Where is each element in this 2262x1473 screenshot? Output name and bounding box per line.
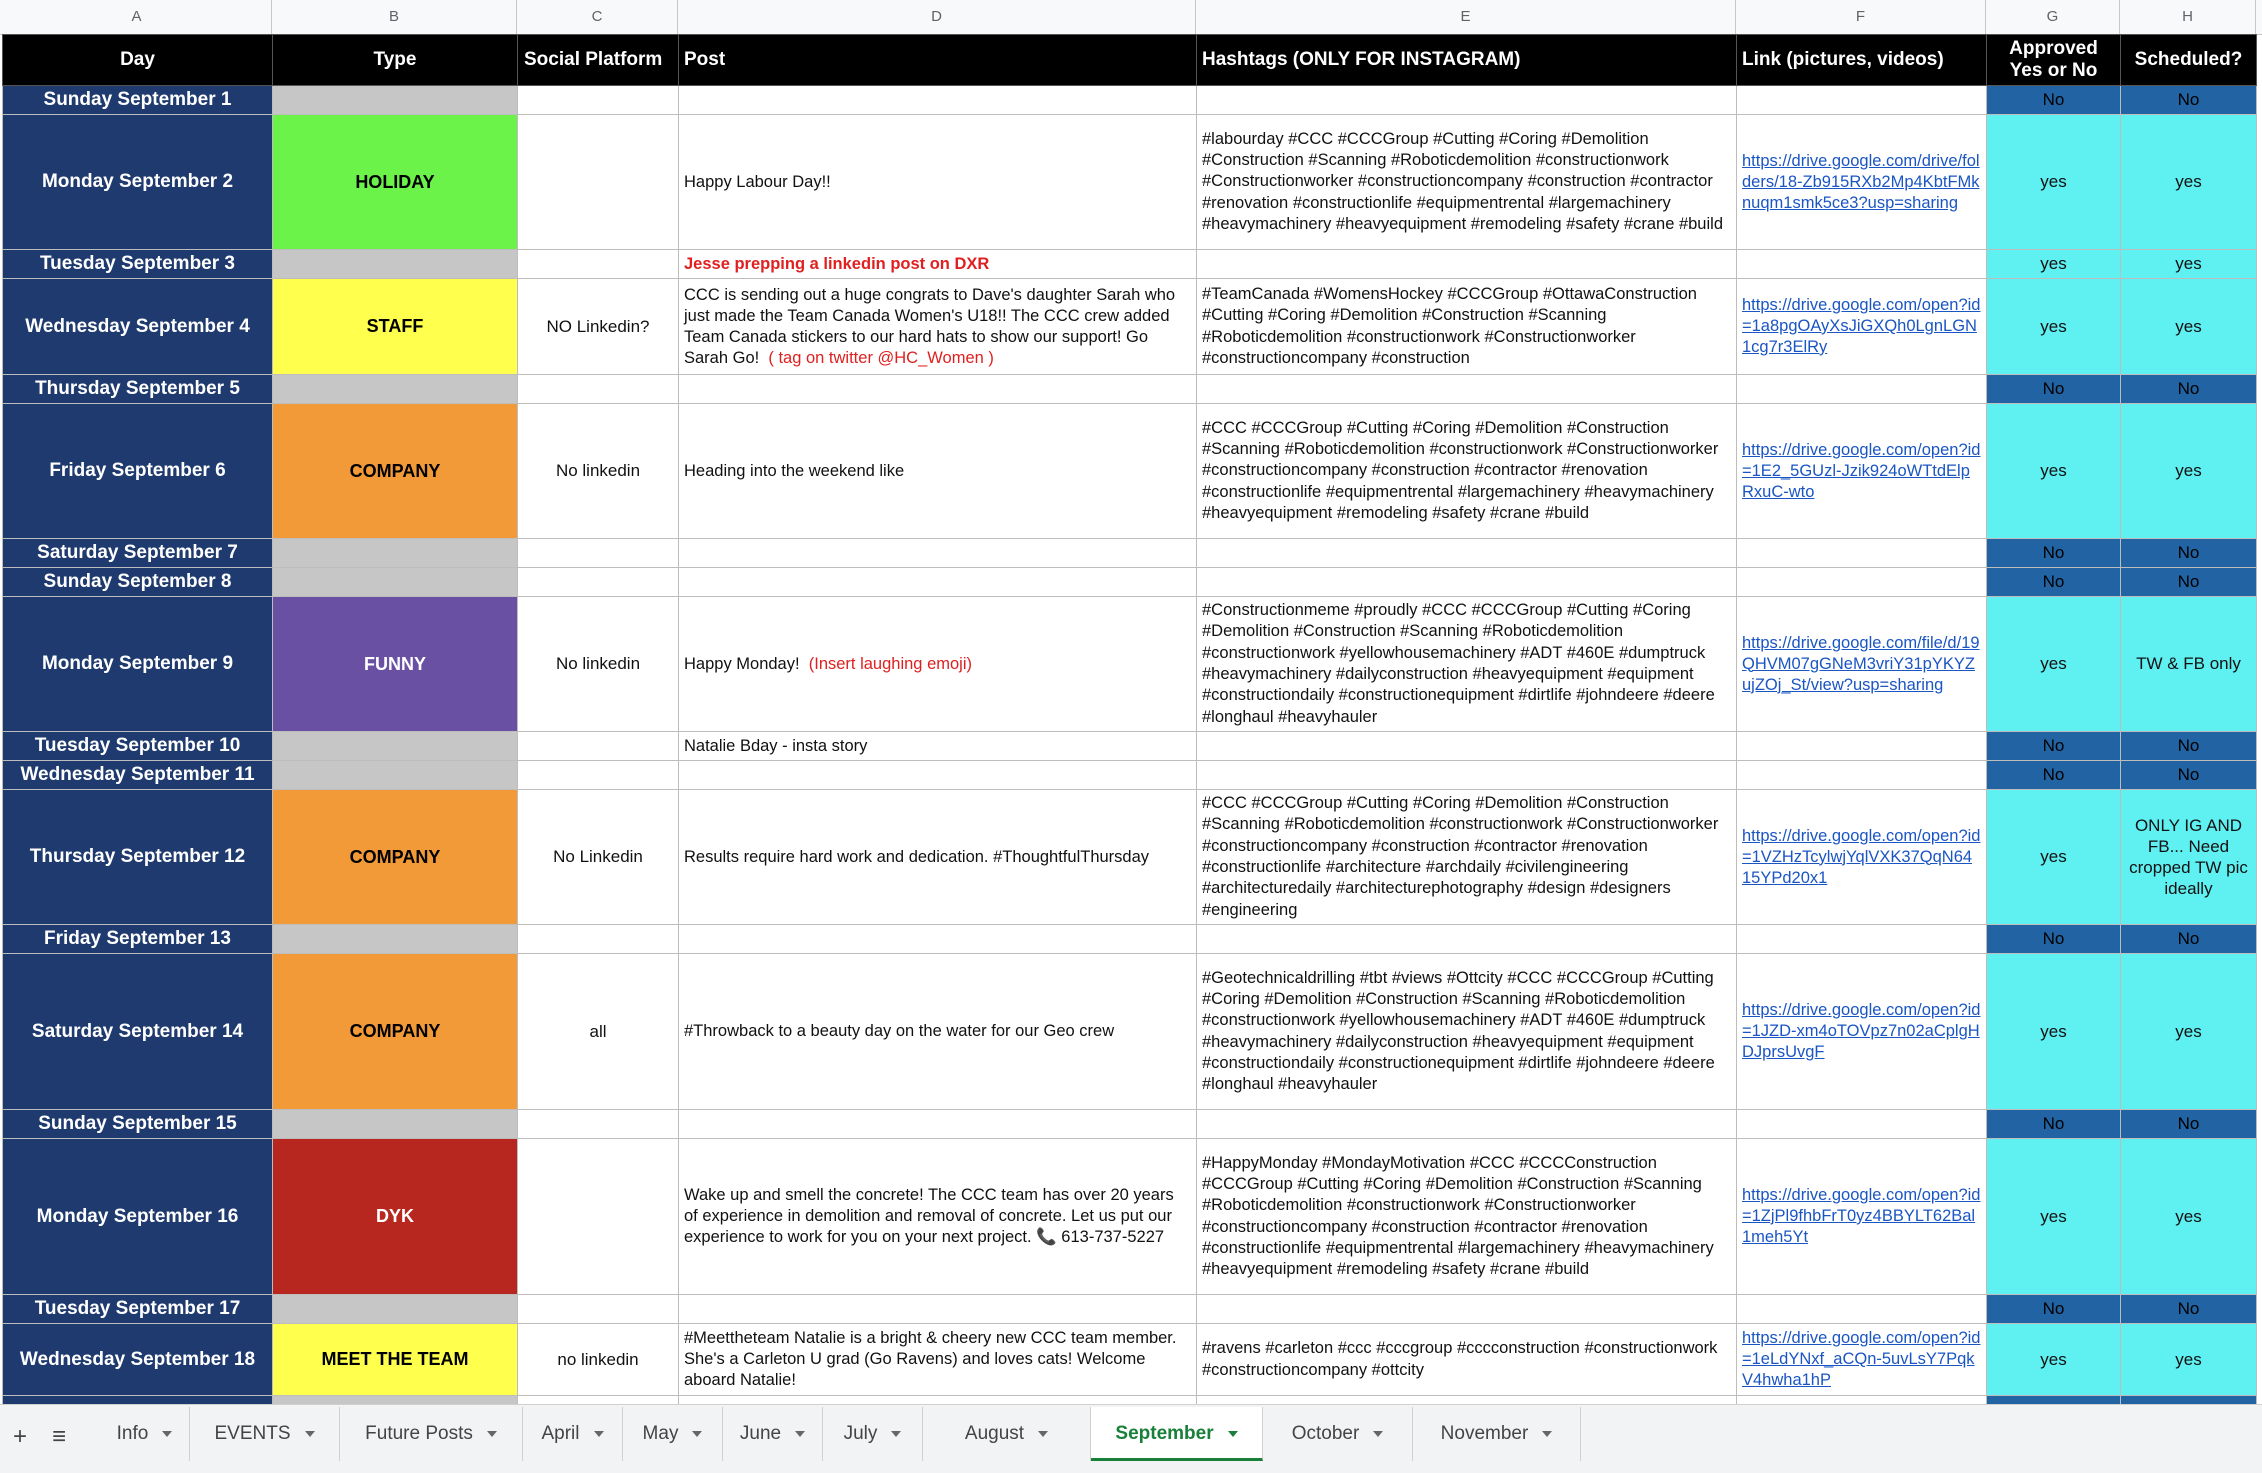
table-row: [3, 1324, 2257, 1396]
table-row: [3, 539, 2257, 568]
platform-cell[interactable]: [518, 115, 679, 250]
link-cell[interactable]: [1737, 954, 1987, 1110]
post-cell[interactable]: [679, 925, 1197, 954]
scheduled-cell[interactable]: No: [2121, 925, 2257, 954]
sheet-tab-label: June: [739, 1423, 782, 1444]
column-letter-h[interactable]: H: [2120, 0, 2256, 34]
post-text: #Throwback to a beauty day on the water for our Geo crew: [684, 1022, 1115, 1040]
hashtags-cell[interactable]: [1197, 1110, 1737, 1139]
approved-cell[interactable]: yes: [1987, 279, 2121, 375]
column-letter-e[interactable]: E: [1196, 0, 1736, 34]
approved-cell[interactable]: No: [1987, 732, 2121, 761]
hashtags-cell[interactable]: [1197, 732, 1737, 761]
post-cell[interactable]: [679, 1295, 1197, 1324]
day-cell[interactable]: Tuesday September 17: [3, 1295, 273, 1324]
plus-icon: +: [12, 1423, 27, 1450]
post-cell[interactable]: [679, 1139, 1197, 1295]
post-text: Jesse prepping a linkedin post on DXR: [684, 254, 990, 273]
approved-cell[interactable]: yes: [1987, 115, 2121, 250]
post-cell[interactable]: [679, 1324, 1197, 1396]
table-row: [3, 1139, 2257, 1295]
chevron-down-icon[interactable]: [594, 1431, 604, 1437]
post-cell[interactable]: [679, 1396, 1197, 1405]
sheet-tab-label: May: [642, 1423, 679, 1444]
day-cell[interactable]: Sunday September 1: [3, 86, 273, 115]
hashtags-cell[interactable]: [1197, 761, 1737, 790]
scheduled-cell[interactable]: yes: [2121, 954, 2257, 1110]
approved-cell[interactable]: yes: [1987, 404, 2121, 539]
post-note: (Insert laughing emoji): [808, 654, 972, 673]
header-type[interactable]: Type: [273, 35, 518, 86]
sheet-tab-events[interactable]: [190, 1407, 340, 1461]
table-row: [3, 404, 2257, 539]
chevron-down-icon[interactable]: [1228, 1431, 1238, 1437]
table-row: [3, 1295, 2257, 1324]
sheet-tab-august[interactable]: [923, 1407, 1091, 1461]
scheduled-cell[interactable]: yes: [2121, 1324, 2257, 1396]
link-cell[interactable]: [1737, 1139, 1987, 1295]
table-row: [3, 790, 2257, 925]
platform-cell[interactable]: No Linkedin: [518, 790, 679, 925]
scheduled-cell[interactable]: No: [2121, 86, 2257, 115]
hashtags-cell[interactable]: [1197, 1396, 1737, 1405]
platform-cell[interactable]: No linkedin: [518, 597, 679, 732]
header-platform[interactable]: Social Platform: [518, 35, 679, 86]
scheduled-cell[interactable]: TW & FB only: [2121, 597, 2257, 732]
type-cell[interactable]: [273, 1295, 518, 1324]
link-cell[interactable]: [1737, 86, 1987, 115]
scheduled-cell[interactable]: No: [2121, 761, 2257, 790]
type-cell[interactable]: FUNNY: [273, 597, 518, 732]
approved-cell[interactable]: No: [1987, 539, 2121, 568]
post-cell[interactable]: [679, 761, 1197, 790]
day-cell[interactable]: Wednesday September 11: [3, 761, 273, 790]
post-cell[interactable]: [679, 539, 1197, 568]
post-cell[interactable]: [679, 568, 1197, 597]
approved-cell[interactable]: No: [1987, 925, 2121, 954]
post-cell[interactable]: [679, 732, 1197, 761]
platform-cell[interactable]: [518, 1295, 679, 1324]
type-cell[interactable]: [273, 925, 518, 954]
link-cell[interactable]: [1737, 1396, 1987, 1405]
table-row: [3, 375, 2257, 404]
day-cell[interactable]: Sunday September 8: [3, 568, 273, 597]
header-post[interactable]: Post: [679, 35, 1197, 86]
link-cell[interactable]: [1737, 761, 1987, 790]
sheet-tab-label: April: [541, 1423, 580, 1444]
platform-cell[interactable]: no linkedin: [518, 1324, 679, 1396]
column-header-bar: [0, 0, 2262, 35]
scheduled-cell[interactable]: yes: [2121, 115, 2257, 250]
sheet-tab-label: July: [843, 1423, 878, 1444]
platform-cell[interactable]: [518, 250, 679, 279]
column-letter-g[interactable]: G: [1986, 0, 2120, 34]
post-text: Happy Monday!: [684, 654, 800, 673]
approved-cell[interactable]: No: [1987, 568, 2121, 597]
link-cell[interactable]: [1737, 404, 1987, 539]
link-cell[interactable]: [1737, 1295, 1987, 1324]
post-text: Wake up and smell the concrete! The CCC team has over 20 years of experience in demolition and removal of concrete. Let us put our experience to work for you on your next project. 📞 613-737-5227: [684, 1186, 1182, 1246]
type-cell[interactable]: [273, 568, 518, 597]
sheet-tab-label: August: [964, 1423, 1025, 1444]
platform-cell[interactable]: [518, 375, 679, 404]
sheet-tab-future-posts[interactable]: [340, 1407, 523, 1461]
scheduled-cell[interactable]: No: [2121, 375, 2257, 404]
type-cell[interactable]: MEET THE TEAM: [273, 1324, 518, 1396]
chevron-down-icon[interactable]: [891, 1431, 901, 1437]
day-cell[interactable]: Tuesday September 3: [3, 250, 273, 279]
scheduled-cell[interactable]: No: [2121, 1110, 2257, 1139]
platform-cell[interactable]: [518, 925, 679, 954]
link-cell[interactable]: [1737, 732, 1987, 761]
sheet-tab-september[interactable]: [1091, 1407, 1263, 1461]
day-cell[interactable]: Wednesday September 18: [3, 1324, 273, 1396]
type-cell[interactable]: COMPANY: [273, 954, 518, 1110]
table-row: [3, 954, 2257, 1110]
post-note: ( tag on twitter @HC_Women ): [768, 348, 994, 367]
platform-cell[interactable]: [518, 539, 679, 568]
header-approved[interactable]: Approved Yes or No: [1987, 35, 2121, 86]
sheet-tab-info[interactable]: [100, 1407, 190, 1461]
link-cell[interactable]: [1737, 790, 1987, 925]
hashtags-cell[interactable]: [1197, 568, 1737, 597]
day-cell[interactable]: Monday September 2: [3, 115, 273, 250]
header-scheduled[interactable]: Scheduled?: [2121, 35, 2257, 86]
post-cell[interactable]: [679, 375, 1197, 404]
platform-cell[interactable]: [518, 1110, 679, 1139]
hashtags-cell[interactable]: #Geotechnicaldrilling #tbt #views #Ottcity #CCC #CCCGroup #Cutting #Coring #Demolition #Construction #Scanning #Roboticdemolition #constructionwork #yellowhousemachinery #ADT #460E #dumptruck #heavymachinery #dailyconstruction #heavyequipment #equipment #constructiondaily #constructionequipment #dirtlife #johndeere #deere #longhaul #heavyhauler: [1197, 954, 1737, 1110]
scheduled-cell[interactable]: No: [2121, 539, 2257, 568]
table-row: [3, 279, 2257, 375]
hashtags-cell[interactable]: #HappyMonday #MondayMotivation #CCC #CCCConstruction #CCCGroup #Cutting #Coring #Demolition #Construction #Scanning #Roboticdemolition #constructionwork #Constructionworker #constructioncompany #construction #contractor #renovation #constructionlife #equipmentrental #largemachinery #heavymachinery #heavyequipment #remodeling #safety #crane #build: [1197, 1139, 1737, 1295]
chevron-down-icon[interactable]: [795, 1431, 805, 1437]
column-letter-c[interactable]: C: [517, 0, 678, 34]
platform-cell[interactable]: [518, 568, 679, 597]
day-cell[interactable]: Monday September 16: [3, 1139, 273, 1295]
post-text: #Meettheteam Natalie is a bright & cheery new CCC team member. She's a Carleton U grad (Go Ravens) and loves cats! Welcome aboard Natalie!: [684, 1329, 1182, 1389]
platform-cell[interactable]: NO Linkedin?: [518, 279, 679, 375]
scheduled-cell[interactable]: yes: [2121, 404, 2257, 539]
menu-icon: ≡: [51, 1423, 66, 1450]
hashtags-cell[interactable]: [1197, 375, 1737, 404]
column-letter-d[interactable]: D: [678, 0, 1196, 34]
chevron-down-icon[interactable]: [1038, 1431, 1048, 1437]
day-cell[interactable]: Friday September 6: [3, 404, 273, 539]
type-cell[interactable]: [273, 1110, 518, 1139]
sheet-tab-label: September: [1115, 1423, 1214, 1444]
post-cell[interactable]: [679, 115, 1197, 250]
post-cell[interactable]: [679, 954, 1197, 1110]
table-row: [3, 1110, 2257, 1139]
type-cell[interactable]: STAFF: [273, 279, 518, 375]
sheet-tab-july[interactable]: [823, 1407, 923, 1461]
approved-cell[interactable]: No: [1987, 1295, 2121, 1324]
chevron-down-icon[interactable]: [162, 1431, 172, 1437]
scheduled-cell[interactable]: yes: [2121, 279, 2257, 375]
sheet-tab-june[interactable]: [723, 1407, 823, 1461]
link-cell[interactable]: [1737, 250, 1987, 279]
approved-cell[interactable]: yes: [1987, 790, 2121, 925]
hashtags-cell[interactable]: [1197, 925, 1737, 954]
type-cell[interactable]: [273, 539, 518, 568]
chevron-down-icon[interactable]: [305, 1431, 315, 1437]
type-cell[interactable]: [273, 1396, 518, 1405]
link-cell[interactable]: [1737, 539, 1987, 568]
table-row: [3, 250, 2257, 279]
column-letter-a[interactable]: A: [2, 0, 272, 34]
scheduled-cell[interactable]: No: [2121, 1295, 2257, 1324]
approved-cell[interactable]: yes: [1987, 1139, 2121, 1295]
post-cell[interactable]: [679, 250, 1197, 279]
type-cell[interactable]: DYK: [273, 1139, 518, 1295]
hashtags-cell[interactable]: [1197, 250, 1737, 279]
sheet-tab-november[interactable]: [1413, 1407, 1581, 1461]
scheduled-cell[interactable]: yes: [2121, 1139, 2257, 1295]
scheduled-cell[interactable]: ONLY IG AND FB... Need cropped TW pic ideally: [2121, 790, 2257, 925]
link-cell[interactable]: [1737, 279, 1987, 375]
sheet-tab-october[interactable]: [1263, 1407, 1413, 1461]
type-cell[interactable]: COMPANY: [273, 404, 518, 539]
approved-cell[interactable]: yes: [1987, 1324, 2121, 1396]
post-text: Happy Labour Day!!: [684, 172, 831, 191]
add-sheet-button[interactable]: [5, 1419, 35, 1455]
platform-cell[interactable]: No linkedin: [518, 404, 679, 539]
hashtags-cell[interactable]: #ravens #carleton #ccc #cccgroup #cccconstruction #constructionwork #constructioncompany #ottcity: [1197, 1324, 1737, 1396]
link-cell[interactable]: [1737, 1324, 1987, 1396]
approved-cell[interactable]: [1987, 1396, 2121, 1405]
hashtags-cell[interactable]: [1197, 86, 1737, 115]
drive-link[interactable]: https://drive.google.com/open?id=1eLdYNxf_aCQn-5uvLsY7PqkV4hwha1hP: [1742, 1329, 1981, 1389]
table-row: [3, 925, 2257, 954]
sheet-tab-label: EVENTS: [214, 1423, 291, 1444]
chevron-down-icon[interactable]: [487, 1431, 497, 1437]
link-cell[interactable]: [1737, 1110, 1987, 1139]
sheet-tab-label: October: [1291, 1423, 1360, 1444]
approved-cell[interactable]: No: [1987, 761, 2121, 790]
table-row: [3, 86, 2257, 115]
scheduled-cell[interactable]: No: [2121, 568, 2257, 597]
drive-link[interactable]: https://drive.google.com/file/d/19QHVM07gGNeM3vriY31pYKYZujZOj_St/view?usp=sharing: [1742, 633, 1980, 694]
header-hashtags[interactable]: Hashtags (ONLY FOR INSTAGRAM): [1197, 35, 1737, 86]
spreadsheet-grid: [0, 34, 2262, 1404]
drive-link[interactable]: https://drive.google.com/open?id=1E2_5GUzl-Jzik924oWTtdElpRxuC-wto: [1742, 440, 1981, 501]
table-row: [3, 1396, 2257, 1405]
chevron-down-icon[interactable]: [692, 1431, 702, 1437]
link-cell[interactable]: [1737, 597, 1987, 732]
link-cell[interactable]: [1737, 568, 1987, 597]
post-cell[interactable]: [679, 790, 1197, 925]
table-row: [3, 761, 2257, 790]
type-cell[interactable]: [273, 761, 518, 790]
platform-cell[interactable]: [518, 1139, 679, 1295]
hashtags-cell[interactable]: #TeamCanada #WomensHockey #CCCGroup #OttawaConstruction #Cutting #Coring #Demolition #Construction #Scanning #Roboticdemolition #constructionwork #Constructionworker #constructioncompany #construction: [1197, 279, 1737, 375]
approved-cell[interactable]: No: [1987, 375, 2121, 404]
post-cell[interactable]: [679, 86, 1197, 115]
table-row: [3, 115, 2257, 250]
approved-cell[interactable]: yes: [1987, 597, 2121, 732]
approved-cell[interactable]: No: [1987, 86, 2121, 115]
type-cell[interactable]: COMPANY: [273, 790, 518, 925]
post-cell[interactable]: [679, 1110, 1197, 1139]
header-link[interactable]: Link (pictures, videos): [1737, 35, 1987, 86]
scheduled-cell[interactable]: yes: [2121, 250, 2257, 279]
sheet-tab-bar: [0, 1404, 2262, 1473]
post-cell[interactable]: [679, 404, 1197, 539]
approved-cell[interactable]: No: [1987, 1110, 2121, 1139]
type-cell[interactable]: [273, 86, 518, 115]
link-cell[interactable]: [1737, 925, 1987, 954]
hashtags-cell[interactable]: #CCC #CCCGroup #Cutting #Coring #Demolition #Construction #Scanning #Roboticdemolition #constructionwork #Constructionworker #constructioncompany #construction #contractor #renovation #constructionlife #architecture #archdaily #civilengineering #architecturedaily #architecturephotography #design #designers #engineering: [1197, 790, 1737, 925]
type-cell[interactable]: [273, 375, 518, 404]
sheet-tab-label: November: [1440, 1423, 1529, 1444]
header-row: [3, 35, 2257, 86]
content-calendar-table: [2, 34, 2257, 1404]
day-cell[interactable]: Saturday September 14: [3, 954, 273, 1110]
drive-link[interactable]: https://drive.google.com/drive/folders/18-Zb915RXb2Mp4KbtFMknuqm1smk5ce3?usp=sharing: [1742, 151, 1980, 212]
drive-link[interactable]: https://drive.google.com/open?id=1JZD-xm4oTOVpz7n02aCplgHDJprsUvgF: [1742, 1001, 1981, 1061]
day-cell[interactable]: Wednesday September 4: [3, 279, 273, 375]
post-text: Natalie Bday - insta story: [684, 736, 868, 755]
hashtags-cell[interactable]: [1197, 539, 1737, 568]
day-cell[interactable]: Sunday September 15: [3, 1110, 273, 1139]
day-cell[interactable]: [3, 1396, 273, 1405]
post-cell[interactable]: [679, 597, 1197, 732]
day-cell[interactable]: Thursday September 12: [3, 790, 273, 925]
hashtags-cell[interactable]: #CCC #CCCGroup #Cutting #Coring #Demolition #Construction #Scanning #Roboticdemolition #constructionwork #Constructionworker #constructioncompany #construction #contractor #renovation #constructionlife #equipmentrental #largemachinery #heavymachinery #heavyequipment #remodeling #safety #crane #build: [1197, 404, 1737, 539]
type-cell[interactable]: [273, 250, 518, 279]
post-cell[interactable]: [679, 279, 1197, 375]
drive-link[interactable]: https://drive.google.com/open?id=1a8pgOAyXsJiGXQh0LgnLGN1cg7r3ElRy: [1742, 296, 1981, 356]
header-day[interactable]: Day: [3, 35, 273, 86]
sheet-tab-label: Future Posts: [365, 1423, 473, 1444]
all-sheets-button[interactable]: [44, 1419, 74, 1455]
platform-cell[interactable]: all: [518, 954, 679, 1110]
sheet-tab-may[interactable]: [623, 1407, 723, 1461]
approved-cell[interactable]: yes: [1987, 954, 2121, 1110]
platform-cell[interactable]: [518, 732, 679, 761]
day-cell[interactable]: Saturday September 7: [3, 539, 273, 568]
post-text: CCC is sending out a huge congrats to Dave's daughter Sarah who just made the Team Canada Women's U18!! The CCC crew added Team Canada stickers to our hard hats to show our support! Go Sarah Go!: [684, 285, 1180, 367]
platform-cell[interactable]: [518, 86, 679, 115]
column-letter-b[interactable]: B: [272, 0, 517, 34]
day-cell[interactable]: Friday September 13: [3, 925, 273, 954]
scheduled-cell[interactable]: No: [2121, 732, 2257, 761]
column-letter-f[interactable]: F: [1736, 0, 1986, 34]
day-cell[interactable]: Thursday September 5: [3, 375, 273, 404]
scheduled-cell[interactable]: [2121, 1396, 2257, 1405]
link-cell[interactable]: [1737, 115, 1987, 250]
day-cell[interactable]: Monday September 9: [3, 597, 273, 732]
link-cell[interactable]: [1737, 375, 1987, 404]
hashtags-cell[interactable]: #labourday #CCC #CCCGroup #Cutting #Coring #Demolition #Construction #Scanning #Roboticdemolition #constructionwork #Constructionworker #constructioncompany #construction #contractor #renovation #constructionlife #equipmentrental #largemachinery #heavymachinery #heavyequipment #remodeling #safety #crane #build: [1197, 115, 1737, 250]
hashtags-cell[interactable]: #Constructionmeme #proudly #CCC #CCCGroup #Cutting #Coring #Demolition #Construction #Scanning #Roboticdemolition #constructionwork #yellowhousemachinery #ADT #460E #dumptruck #heavymachinery #dailyconstruction #heavyequipment #equipment #constructiondaily #constructionequipment #dirtlife #johndeere #deere #longhaul #heavyhauler: [1197, 597, 1737, 732]
post-text: Results require hard work and dedication. #ThoughtfulThursday: [684, 847, 1150, 866]
sheet-tab-april[interactable]: [523, 1407, 623, 1461]
platform-cell[interactable]: [518, 761, 679, 790]
post-text: Heading into the weekend like: [684, 461, 905, 480]
table-row: [3, 597, 2257, 732]
chevron-down-icon[interactable]: [1373, 1431, 1383, 1437]
hashtags-cell[interactable]: [1197, 1295, 1737, 1324]
table-row: [3, 568, 2257, 597]
approved-cell[interactable]: yes: [1987, 250, 2121, 279]
platform-cell[interactable]: [518, 1396, 679, 1405]
type-cell[interactable]: [273, 732, 518, 761]
sheet-tab-label: Info: [116, 1423, 149, 1444]
chevron-down-icon[interactable]: [1542, 1431, 1552, 1437]
drive-link[interactable]: https://drive.google.com/open?id=1VZHzTcylwjYqlVXK37QqN6415YPd20x1: [1742, 826, 1981, 887]
drive-link[interactable]: https://drive.google.com/open?id=1ZjPl9fhbFrT0yz4BBYLT62Bal1meh5Yt: [1742, 1186, 1981, 1246]
type-cell[interactable]: HOLIDAY: [273, 115, 518, 250]
day-cell[interactable]: Tuesday September 10: [3, 732, 273, 761]
table-row: [3, 732, 2257, 761]
